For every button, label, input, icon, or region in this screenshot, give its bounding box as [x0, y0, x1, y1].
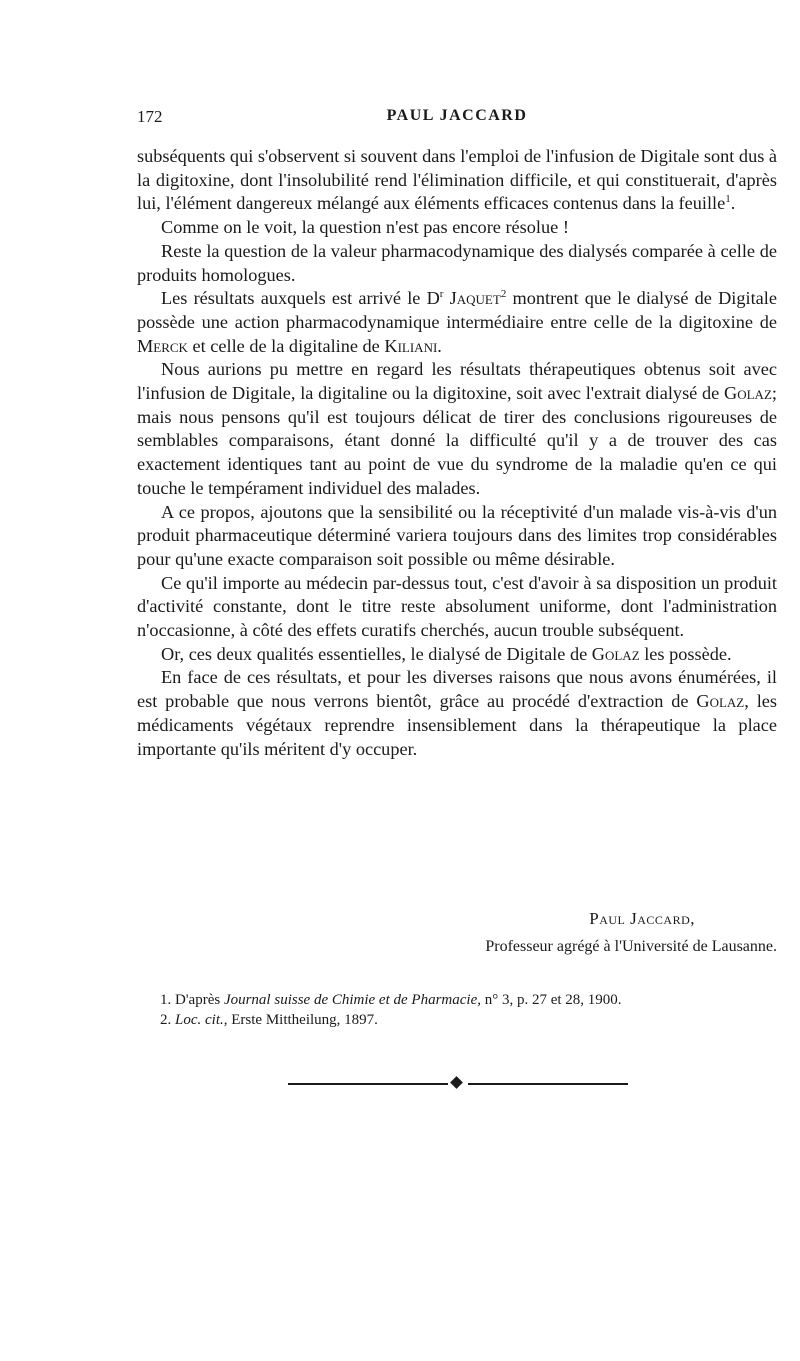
paragraph-8 [137, 643, 777, 667]
signature-title: Professeur agrégé à l'Université de Lausanne. [485, 938, 777, 955]
end-ornament [288, 1078, 628, 1090]
loc-cit: Loc. cit. [175, 1012, 224, 1028]
paragraph-9-text-b: , les médicaments végétaux reprendre insensiblement dans la thérapeutique la place importante qu'ils méritent d'y occuper. [137, 691, 777, 759]
paragraph-1-end: . [730, 193, 736, 214]
paragraph-7: Ce qu'il importe au médecin par-dessus tout, c'est d'avoir à sa disposition un produit d'activité constante, dont le titre reste absolument uniforme, dont l'administration n'occasionne, à côté des effets curatifs cherchés, aucun trouble subséquent. [137, 572, 777, 641]
paragraph-6: A ce propos, ajoutons que la sensibilité ou la réceptivité d'un malade vis-à-vis d'un produit pharmaceutique déterminé variera toujours dans des limites trop considérables pour qu'une exacte comparaison soit possible ou même désirable. [137, 501, 777, 569]
paragraph-8-text-a: Or, ces deux qualités essentielles, le dialysé de Digitale de [161, 643, 592, 664]
name-kiliani: Kiliani [384, 335, 438, 356]
signature-block [137, 908, 777, 958]
paragraph-1-text: subséquents qui s'observent si souvent dans l'emploi de l'infusion de Digitale sont dus à la digitoxine, dont l'insolubilité rend l'élimination difficile, et qui constituerait, d'après lui, l'élément dangereux mélangé aux éléments efficaces contenus dans la feuille [137, 146, 778, 214]
name-merck: Merck [137, 335, 188, 356]
paragraph-2: Comme on le voit, la question n'est pas encore résolue ! [161, 217, 569, 238]
footnotes [160, 990, 760, 1030]
signature-name: Paul Jaccard, [589, 909, 695, 928]
footnote-1-text-a: 1. D'après [160, 992, 224, 1008]
name-golaz: Golaz [696, 691, 745, 712]
ornament-line-left [288, 1083, 448, 1085]
paragraph-5-text-a: Nous aurions pu mettre en regard les résultats thérapeutiques obtenus soit avec l'infusion de Digitale, la digitaline ou la digitoxine, soit avec l'extrait dialysé de [137, 359, 777, 404]
footnote-ref-1: 1 [725, 193, 731, 206]
paragraph-3: Reste la question de la valeur pharmacodynamique des dialysés comparée à celle de produits homologues. [137, 240, 777, 285]
paragraph-5 [137, 358, 777, 500]
doctor-abbrev: r [439, 288, 444, 301]
page-number: 172 [137, 107, 163, 126]
page-header [137, 107, 777, 131]
footnote-1-text-b: , n° 3, p. 27 et 28, 1900. [477, 992, 622, 1008]
name-golaz: Golaz [591, 643, 640, 664]
paragraph-4-text-c: et celle de la digitaline de [187, 335, 385, 356]
paragraph-9 [137, 666, 777, 761]
paragraph-1 [137, 145, 777, 216]
paragraph-4-text-b: montrent que le dialysé de Digitale possède une action pharmacodynamique intermédiaire entre celle de la digitoxine de [137, 288, 777, 332]
diamond-icon [450, 1076, 463, 1089]
paragraph-4-end: . [437, 335, 442, 356]
author-name-jaquet: Jaquet [449, 288, 501, 309]
name-golaz: Golaz [724, 383, 772, 404]
paragraph-4 [137, 287, 777, 358]
paragraph-4-text-a: Les résultats auxquels est arrivé le D [161, 288, 440, 309]
footnote-2-text-a: 2. [160, 1012, 175, 1028]
footnote-1 [160, 990, 760, 1010]
footnote-2 [160, 1010, 760, 1030]
paragraph-8-text-b: les possède. [639, 643, 732, 664]
ornament-line-right [468, 1083, 628, 1085]
paragraph-9-text-a: En face de ces résultats, et pour les diverses raisons que nous avons énumérées, il est probable que nous verrons bientôt, grâce au procédé d'extraction de [137, 667, 777, 712]
running-head: PAUL JACCARD [386, 107, 528, 124]
footnote-2-text-b: , Erste Mittheilung, 1897. [223, 1012, 378, 1028]
journal-title: Journal suisse de Chimie et de Pharmacie [223, 992, 478, 1008]
body-text [137, 145, 777, 761]
paragraph-5-text-b: ; mais nous pensons qu'il est toujours délicat de tirer des conclusions rigoureuses de semblables comparaisons, étant donné la difficulté qu'il y a de trouver des cas exactement identiques tant au point de vue du syndrome de la maladie qu'en ce qui touche le tempérament individuel des malades. [137, 383, 777, 498]
footnote-ref-2: 2 [500, 288, 507, 301]
